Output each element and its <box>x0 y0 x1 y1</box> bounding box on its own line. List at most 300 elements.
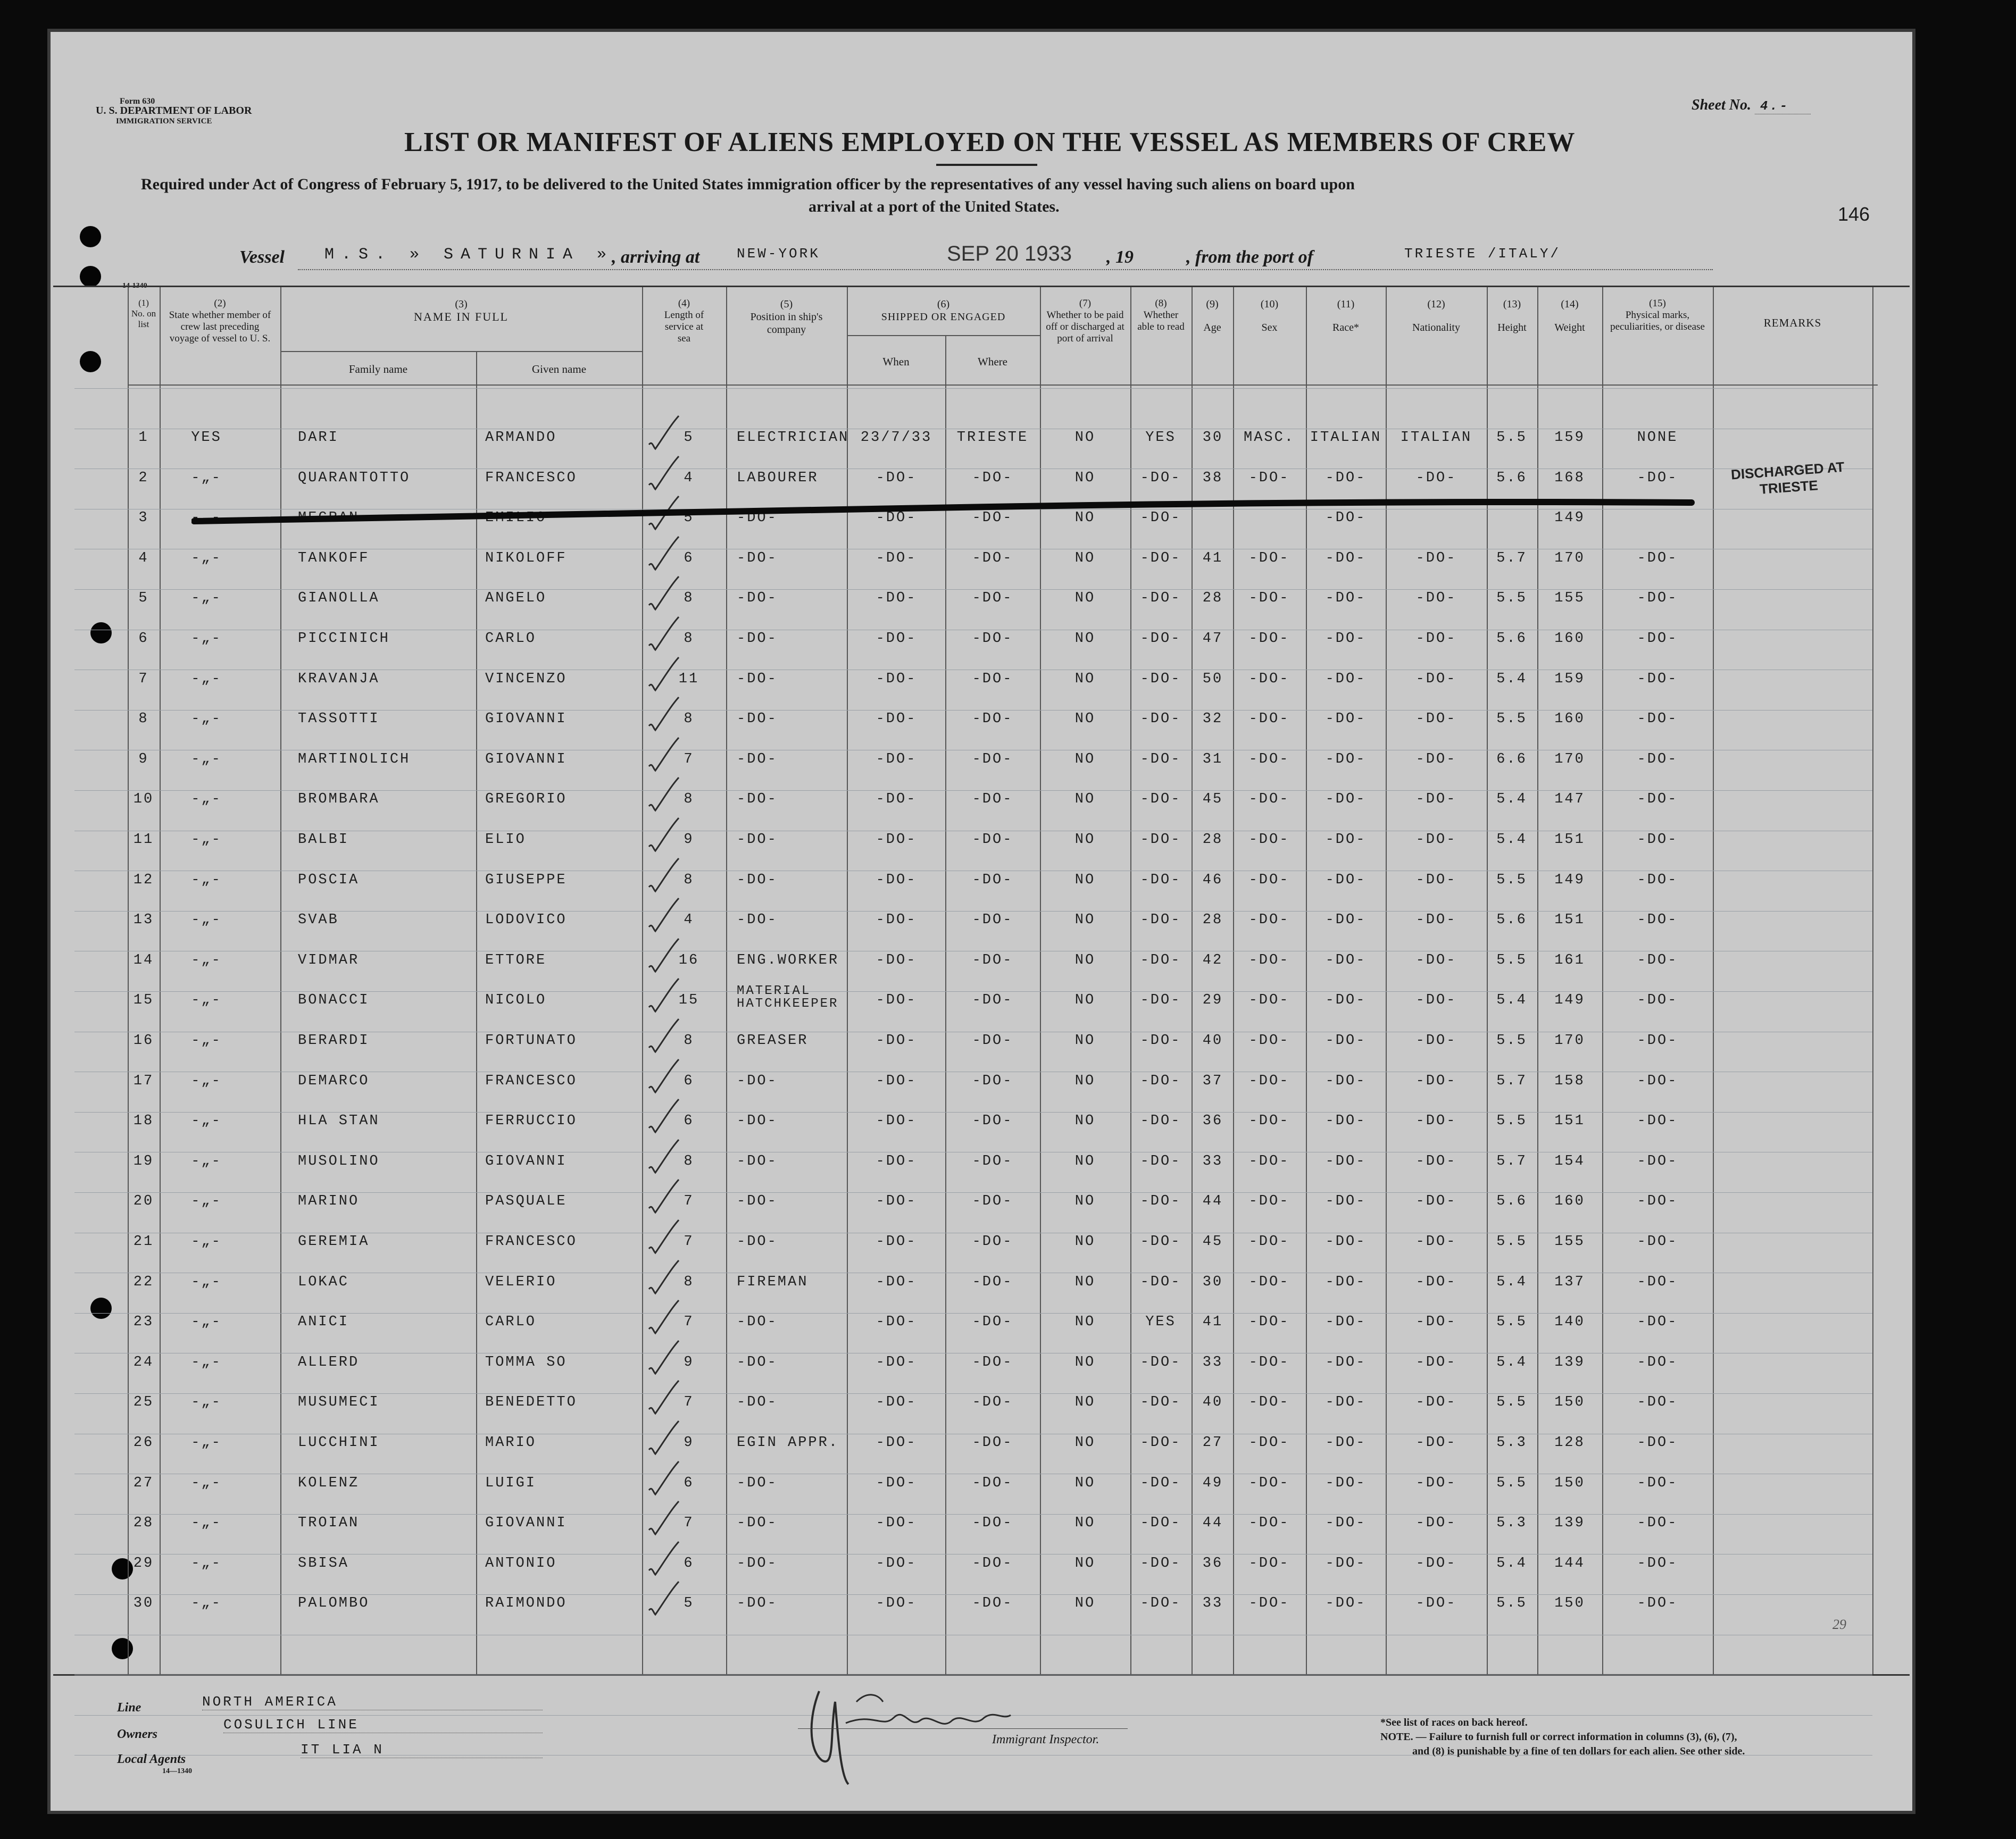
paid-off: NO <box>1074 1354 1096 1370</box>
previous-voyage: -„- <box>191 671 222 687</box>
family-name: DEMARCO <box>298 1073 370 1089</box>
check-mark-icon <box>645 1177 682 1215</box>
physical-marks: -DO- <box>1637 1234 1678 1250</box>
col-13-header <box>1487 298 1537 334</box>
sex: -DO- <box>1248 1234 1290 1250</box>
physical-marks: -DO- <box>1637 1435 1678 1451</box>
able-to-read: -DO- <box>1140 912 1181 929</box>
paid-off: NO <box>1074 430 1096 446</box>
row-number: 15 <box>133 992 154 1009</box>
age: 31 <box>1202 751 1223 767</box>
able-to-read: -DO- <box>1140 1113 1181 1130</box>
footer-agents-label: Local Agents <box>117 1752 186 1766</box>
col-12-label: Nationality <box>1412 322 1460 333</box>
shipped-when: -DO- <box>876 832 917 848</box>
ship-position: -DO- <box>737 1073 778 1089</box>
given-name: BENEDETTO <box>485 1394 577 1411</box>
age: 45 <box>1202 791 1223 808</box>
sex: -DO- <box>1248 1153 1290 1169</box>
paid-off: NO <box>1074 1314 1096 1331</box>
shipped-when: -DO- <box>876 952 917 968</box>
row-number: 24 <box>133 1354 154 1370</box>
nationality: ITALIAN <box>1400 430 1472 446</box>
footer-agents-code: 14—1340 <box>162 1767 192 1775</box>
age: 41 <box>1202 1314 1223 1331</box>
able-to-read: -DO- <box>1140 1153 1181 1169</box>
col-15-header <box>1602 298 1713 333</box>
physical-marks: NONE <box>1637 430 1678 446</box>
weight: 170 <box>1554 550 1585 566</box>
paid-off: NO <box>1074 912 1096 929</box>
col-14-num: (14) <box>1561 298 1579 310</box>
race: -DO- <box>1325 872 1367 888</box>
col-3a-header: Family name <box>348 363 408 375</box>
ship-position: -DO- <box>737 1394 778 1411</box>
previous-voyage: -„- <box>191 1475 222 1491</box>
length-of-service: 9 <box>684 832 694 848</box>
paid-off: NO <box>1074 1073 1096 1089</box>
check-mark-icon <box>645 1057 682 1094</box>
row-number: 10 <box>133 791 154 808</box>
family-name: MUSOLINO <box>298 1153 380 1169</box>
check-mark-icon <box>645 1579 682 1617</box>
given-name: TOMMA SO <box>485 1354 567 1370</box>
family-name: GIANOLLA <box>298 590 380 607</box>
ship-position: -DO- <box>737 791 778 808</box>
binder-hole <box>90 1298 112 1319</box>
physical-marks: -DO- <box>1637 470 1678 486</box>
previous-voyage: -„- <box>191 1153 222 1169</box>
race: -DO- <box>1325 550 1367 566</box>
shipped-where: -DO- <box>972 1435 1013 1451</box>
row-number: 20 <box>133 1193 154 1210</box>
check-mark-icon <box>645 1419 682 1456</box>
col-10-header <box>1233 298 1306 334</box>
ruled-line <box>74 790 1872 791</box>
height: 5.3 <box>1496 1515 1527 1532</box>
family-name: KOLENZ <box>298 1475 360 1491</box>
ship-position: -DO- <box>737 550 778 566</box>
family-name: TROIAN <box>298 1515 360 1532</box>
col-12-num: (12) <box>1427 298 1445 310</box>
paid-off: NO <box>1074 952 1096 968</box>
sex: -DO- <box>1248 1435 1290 1451</box>
ship-position: -DO- <box>737 1475 778 1491</box>
given-name: PASQUALE <box>485 1193 567 1210</box>
family-name: DARI <box>298 430 339 446</box>
shipped-when: -DO- <box>876 1595 917 1612</box>
paid-off: NO <box>1074 470 1096 486</box>
ruled-line <box>74 1594 1872 1595</box>
row-number: 19 <box>133 1153 154 1169</box>
able-to-read: -DO- <box>1140 1555 1181 1571</box>
shipped-when: -DO- <box>876 1394 917 1411</box>
ship-position: -DO- <box>737 510 778 526</box>
height: 5.4 <box>1496 791 1527 808</box>
height: 6.6 <box>1496 751 1527 767</box>
nationality: -DO- <box>1415 470 1457 486</box>
physical-marks: -DO- <box>1637 1153 1678 1169</box>
shipped-where: -DO- <box>972 631 1013 647</box>
shipped-where: TRIESTE <box>956 430 1029 446</box>
form-number: Form 630 <box>120 97 155 106</box>
shipped-where: -DO- <box>972 791 1013 808</box>
col-remarks-header: REMARKS <box>1763 316 1822 329</box>
previous-voyage: -„- <box>191 1555 222 1571</box>
able-to-read: YES <box>1145 1314 1176 1331</box>
ship-position: -DO- <box>737 1314 778 1331</box>
row-number: 3 <box>138 510 149 526</box>
column-divider <box>1713 287 1714 1674</box>
check-mark-icon <box>645 1138 682 1175</box>
sex: -DO- <box>1248 1595 1290 1612</box>
binder-hole <box>112 1558 133 1579</box>
check-mark-icon <box>645 655 682 692</box>
able-to-read: -DO- <box>1140 1234 1181 1250</box>
nationality: -DO- <box>1415 952 1457 968</box>
stamp-line-2: TRIESTE <box>1759 477 1819 497</box>
footer-line-value: NORTH AMERICA <box>202 1694 543 1710</box>
nationality: -DO- <box>1415 1435 1457 1451</box>
shipped-when: -DO- <box>876 872 917 888</box>
given-name: RAIMONDO <box>485 1595 567 1612</box>
col-9-header <box>1192 298 1233 334</box>
height: 5.6 <box>1496 912 1527 929</box>
race: -DO- <box>1325 1193 1367 1210</box>
weight: 149 <box>1554 510 1585 526</box>
given-name: GIOVANNI <box>485 1515 567 1532</box>
weight: 147 <box>1554 791 1585 808</box>
check-mark-icon <box>645 1218 682 1255</box>
physical-marks: -DO- <box>1637 1274 1678 1290</box>
name-header-divider <box>280 351 642 352</box>
shipped-where: -DO- <box>972 912 1013 929</box>
col-2-label: State whether member of crew last preceding voyage of vessel to U. S. <box>169 310 271 344</box>
able-to-read: -DO- <box>1140 590 1181 607</box>
ship-position: -DO- <box>737 1234 778 1250</box>
check-mark-icon <box>645 1258 682 1295</box>
length-of-service: 8 <box>684 1033 694 1049</box>
previous-voyage: -„- <box>191 1033 222 1049</box>
paid-off: NO <box>1074 1515 1096 1532</box>
race: -DO- <box>1325 711 1367 728</box>
weight: 144 <box>1554 1555 1585 1571</box>
length-of-service: 5 <box>684 1595 694 1612</box>
race: -DO- <box>1325 751 1367 767</box>
shipped-when: -DO- <box>876 791 917 808</box>
previous-voyage: -„- <box>191 751 222 767</box>
row-number: 5 <box>138 590 149 607</box>
check-mark-icon <box>645 1499 682 1536</box>
weight: 128 <box>1554 1435 1585 1451</box>
physical-marks: -DO- <box>1637 952 1678 968</box>
nationality: -DO- <box>1415 1595 1457 1612</box>
given-name: MARIO <box>485 1435 537 1451</box>
ruled-line <box>74 388 1872 389</box>
family-name: PALOMBO <box>298 1595 370 1612</box>
ship-position: ENG.WORKER <box>737 952 839 968</box>
previous-voyage: -„- <box>191 791 222 808</box>
nationality: -DO- <box>1415 1234 1457 1250</box>
race: -DO- <box>1325 1073 1367 1089</box>
check-mark-icon <box>645 615 682 652</box>
previous-voyage: -„- <box>191 1394 222 1411</box>
able-to-read: -DO- <box>1140 872 1181 888</box>
ship-position: ELECTRICIAN <box>737 430 849 446</box>
ship-position: -DO- <box>737 1193 778 1210</box>
race: -DO- <box>1325 510 1367 526</box>
stamp-line-1: DISCHARGED AT <box>1730 458 1845 483</box>
given-name: NICOLO <box>485 992 547 1009</box>
paid-off: NO <box>1074 1475 1096 1491</box>
given-name: LUIGI <box>485 1475 537 1491</box>
row-number: 21 <box>133 1234 154 1250</box>
length-of-service: 7 <box>684 1394 694 1411</box>
able-to-read: -DO- <box>1140 470 1181 486</box>
ruled-line <box>74 1514 1872 1515</box>
shipped-where: -DO- <box>972 1033 1013 1049</box>
race: ITALIAN <box>1310 430 1382 446</box>
shipped-where: -DO- <box>972 590 1013 607</box>
height: 5.5 <box>1496 430 1527 446</box>
family-name: ANICI <box>298 1314 349 1331</box>
sex: -DO- <box>1248 952 1290 968</box>
given-name: FRANCESCO <box>485 470 577 486</box>
physical-marks: -DO- <box>1637 1515 1678 1532</box>
paid-off: NO <box>1074 671 1096 687</box>
footer-line-label: Line <box>117 1701 141 1715</box>
paid-off: NO <box>1074 1193 1096 1210</box>
check-mark-icon <box>645 1097 682 1134</box>
sex: -DO- <box>1248 1354 1290 1370</box>
table-top-border <box>53 286 1910 287</box>
able-to-read: -DO- <box>1140 751 1181 767</box>
check-mark-icon <box>645 454 682 491</box>
nationality: -DO- <box>1415 550 1457 566</box>
nationality: -DO- <box>1415 1274 1457 1290</box>
previous-voyage: -„- <box>191 1435 222 1451</box>
binder-hole <box>80 351 101 372</box>
paid-off: NO <box>1074 590 1096 607</box>
check-mark-icon <box>645 1540 682 1577</box>
sex: -DO- <box>1248 1274 1290 1290</box>
family-name: LUCCHINI <box>298 1435 380 1451</box>
vessel-label: Vessel <box>239 247 285 267</box>
shipped-where: -DO- <box>972 1354 1013 1370</box>
weight: 139 <box>1554 1354 1585 1370</box>
col-5-label: Position in ship's company <box>750 311 823 336</box>
from-port: TRIESTE /ITALY/ <box>1404 246 1561 262</box>
col-8-num: (8) <box>1155 298 1167 309</box>
inspector-label: Immigrant Inspector. <box>992 1733 1099 1746</box>
family-name: KRAVANJA <box>298 671 380 687</box>
previous-voyage: -„- <box>191 952 222 968</box>
family-name: QUARANTOTTO <box>298 470 411 486</box>
previous-voyage: -„- <box>191 1193 222 1210</box>
sex: -DO- <box>1248 550 1290 566</box>
race: -DO- <box>1325 791 1367 808</box>
length-of-service: 8 <box>684 1274 694 1290</box>
height: 5.5 <box>1496 1475 1527 1491</box>
sex: -DO- <box>1248 1314 1290 1331</box>
sex: -DO- <box>1248 590 1290 607</box>
length-of-service: 6 <box>684 1555 694 1571</box>
col-10-label: Sex <box>1261 322 1278 333</box>
family-name: MARINO <box>298 1193 360 1210</box>
check-mark-icon <box>645 414 682 451</box>
family-name: BONACCI <box>298 992 370 1009</box>
sex: -DO- <box>1248 1555 1290 1571</box>
paid-off: NO <box>1074 1274 1096 1290</box>
length-of-service: 8 <box>684 1153 694 1169</box>
previous-voyage: -„- <box>191 470 222 486</box>
check-mark-icon <box>645 1339 682 1376</box>
weight: 149 <box>1554 872 1585 888</box>
col-15-num: (15) <box>1649 298 1666 309</box>
shipped-where: -DO- <box>972 1475 1013 1491</box>
age: 28 <box>1202 832 1223 848</box>
year-label: , 19 <box>1106 247 1134 267</box>
nationality: -DO- <box>1415 1354 1457 1370</box>
race: -DO- <box>1325 832 1367 848</box>
height: 5.5 <box>1496 590 1527 607</box>
family-name: GEREMIA <box>298 1234 370 1250</box>
sex: -DO- <box>1248 1394 1290 1411</box>
physical-marks: -DO- <box>1637 1314 1678 1331</box>
height: 5.5 <box>1496 1314 1527 1331</box>
row-number: 11 <box>133 832 154 848</box>
weight: 160 <box>1554 711 1585 728</box>
col-3b-header: Given name <box>531 363 587 375</box>
able-to-read: -DO- <box>1140 1595 1181 1612</box>
shipped-where: -DO- <box>972 952 1013 968</box>
height: 5.6 <box>1496 470 1527 486</box>
height: 5.5 <box>1496 1234 1527 1250</box>
able-to-read: YES <box>1145 430 1176 446</box>
able-to-read: -DO- <box>1140 1394 1181 1411</box>
weight: 140 <box>1554 1314 1585 1331</box>
shipped-when: -DO- <box>876 470 917 486</box>
family-name: BERARDI <box>298 1033 370 1049</box>
age: 40 <box>1202 1033 1223 1049</box>
given-name: GIOVANNI <box>485 751 567 767</box>
margin-note: 29 <box>1832 1617 1846 1632</box>
race: -DO- <box>1325 912 1367 929</box>
ship-position: GREASER <box>737 1033 809 1049</box>
ruled-line <box>74 1112 1872 1113</box>
age: 28 <box>1202 912 1223 929</box>
nationality: -DO- <box>1415 1314 1457 1331</box>
race: -DO- <box>1325 1354 1367 1370</box>
col-9-label: Age <box>1203 322 1221 333</box>
previous-voyage: -„- <box>191 912 222 929</box>
age: 40 <box>1202 1394 1223 1411</box>
shipped-where: -DO- <box>972 1274 1013 1290</box>
shipped-where: -DO- <box>972 550 1013 566</box>
paid-off: NO <box>1074 751 1096 767</box>
sheet-label: Sheet No. <box>1692 97 1751 113</box>
row-number: 22 <box>133 1274 154 1290</box>
race: -DO- <box>1325 470 1367 486</box>
weight: 160 <box>1554 1193 1585 1210</box>
weight: 155 <box>1554 1234 1585 1250</box>
age: 38 <box>1202 470 1223 486</box>
family-name: BROMBARA <box>298 791 380 808</box>
row-number: 29 <box>133 1555 154 1571</box>
length-of-service: 8 <box>684 791 694 808</box>
col-6-num: (6) <box>937 298 950 310</box>
length-of-service: 5 <box>684 430 694 446</box>
race: -DO- <box>1325 1555 1367 1571</box>
length-of-service: 4 <box>684 470 694 486</box>
paid-off: NO <box>1074 872 1096 888</box>
shipped-where: -DO- <box>972 1595 1013 1612</box>
col-11-num: (11) <box>1337 298 1355 310</box>
weight: 150 <box>1554 1475 1585 1491</box>
ship-position: FIREMAN <box>737 1274 809 1290</box>
able-to-read: -DO- <box>1140 952 1181 968</box>
ship-position: -DO- <box>737 711 778 728</box>
col-5-header <box>726 298 847 336</box>
footer-owners-label: Owners <box>117 1727 158 1741</box>
ruled-line <box>74 1393 1872 1394</box>
shipped-where: -DO- <box>972 1153 1013 1169</box>
sex: -DO- <box>1248 912 1290 929</box>
col-14-label: Weight <box>1554 322 1585 333</box>
shipped-where: -DO- <box>972 872 1013 888</box>
race: -DO- <box>1325 1394 1367 1411</box>
nationality: -DO- <box>1415 992 1457 1009</box>
col-14-header <box>1537 298 1602 334</box>
row-number: 18 <box>133 1113 154 1130</box>
weight: 139 <box>1554 1515 1585 1532</box>
check-mark-icon <box>645 937 682 974</box>
check-mark-icon <box>645 574 682 612</box>
weight: 151 <box>1554 832 1585 848</box>
length-of-service: 7 <box>684 1314 694 1331</box>
physical-marks: -DO- <box>1637 1475 1678 1491</box>
check-mark-icon <box>645 695 682 732</box>
able-to-read: -DO- <box>1140 550 1181 566</box>
given-name: ARMANDO <box>485 430 557 446</box>
shipped-when: -DO- <box>876 1314 917 1331</box>
shipped-when: 23/7/33 <box>860 430 932 446</box>
previous-voyage: YES <box>191 430 222 446</box>
ship-position: -DO- <box>737 671 778 687</box>
nationality: -DO- <box>1415 832 1457 848</box>
shipped-when: -DO- <box>876 751 917 767</box>
height: 5.3 <box>1496 1435 1527 1451</box>
weight: 158 <box>1554 1073 1585 1089</box>
ship-position: -DO- <box>737 1595 778 1612</box>
weight: 137 <box>1554 1274 1585 1290</box>
col-5-num: (5) <box>780 298 793 310</box>
given-name: VINCENZO <box>485 671 567 687</box>
col-3-label: NAME IN FULL <box>414 310 509 323</box>
sex: -DO- <box>1248 470 1290 486</box>
age: 49 <box>1202 1475 1223 1491</box>
check-mark-icon <box>645 735 682 773</box>
physical-marks: -DO- <box>1637 1595 1678 1612</box>
row-number: 17 <box>133 1073 154 1089</box>
ruled-line <box>74 911 1872 912</box>
shipped-when: -DO- <box>876 992 917 1009</box>
length-of-service: 9 <box>684 1435 694 1451</box>
length-of-service: 8 <box>684 711 694 728</box>
column-divider <box>128 287 129 1674</box>
ship-position: LABOURER <box>737 470 819 486</box>
given-name: ANGELO <box>485 590 547 607</box>
